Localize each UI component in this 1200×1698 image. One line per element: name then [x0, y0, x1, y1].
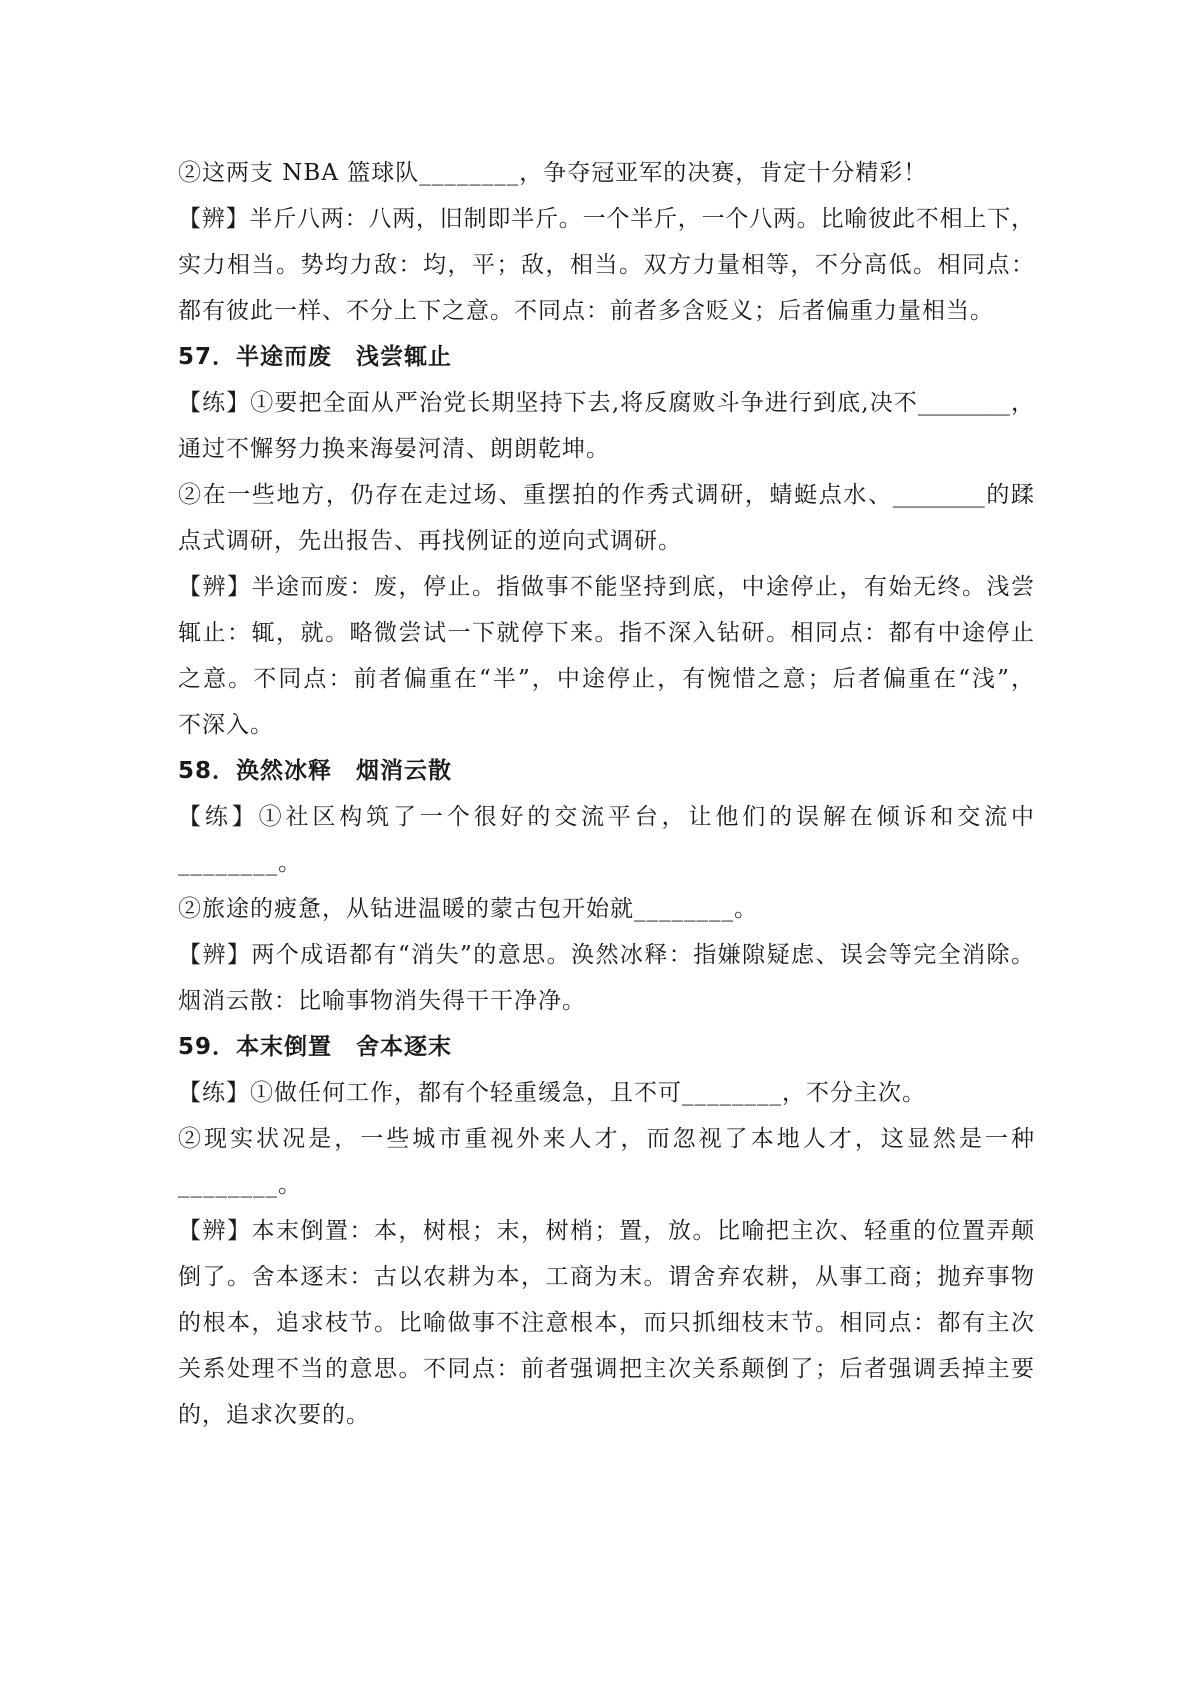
explanation-paragraph [178, 1208, 1034, 1438]
text-line: 不深入。 [178, 712, 274, 738]
text-line: 辄止：辄，就。略微尝试一下就停下来。指不深入钻研。相同点：都有中途停止 [178, 620, 1034, 646]
text-line: 的，追求次要的。 [178, 1402, 370, 1428]
exercise-paragraph [178, 472, 1034, 564]
text-line: 【辨】本末倒置：本，树根；末，树梢；置，放。比喻把主次、轻重的位置弄颠 [178, 1218, 1034, 1244]
exercise-paragraph [178, 150, 1034, 196]
text-line: 实力相当。势均力敌：均，平；敌，相当。双方力量相等，不分高低。相同点： [178, 252, 1034, 278]
text-line: ②这两支 NBA 篮球队________，争夺冠亚军的决赛，肯定十分精彩！ [178, 160, 928, 186]
text-line: 【辨】半途而废：废，停止。指做事不能坚持到底，中途停止，有始无终。浅尝 [178, 574, 1034, 600]
text-line: 之意。不同点：前者偏重在“半”，中途停止，有惋惜之意；后者偏重在“浅”， [178, 666, 1034, 692]
text-line: 倒了。舍本逐末：古以农耕为本，工商为末。谓舍弃农耕，从事工商；抛弃事物 [178, 1264, 1034, 1290]
text-line: ②现实状况是，一些城市重视外来人才，而忽视了本地人才，这显然是一种 [178, 1126, 1034, 1152]
text-line: 点式调研，先出报告、再找例证的逆向式调研。 [178, 528, 682, 554]
exercise-paragraph [178, 1070, 1034, 1116]
text-line: ________。 [178, 850, 302, 876]
idiom-heading-57: 57．半途而废 浅尝辄止 [178, 344, 453, 370]
exercise-paragraph [178, 1116, 1034, 1208]
explanation-paragraph [178, 564, 1034, 748]
text-line: 通过不懈努力换来海晏河清、朗朗乾坤。 [178, 436, 610, 462]
text-line: ________。 [178, 1172, 302, 1198]
text-line: 【练】①做任何工作，都有个轻重缓急，且不可________，不分主次。 [178, 1080, 926, 1106]
text-line: 【辨】半斤八两：八两，旧制即半斤。一个半斤，一个八两。比喻彼此不相上下， [178, 206, 1034, 232]
text-line: 【练】①要把全面从严治党长期坚持下去,将反腐败斗争进行到底,决不________， [178, 390, 1034, 416]
text-line: 都有彼此一样、不分上下之意。不同点：前者多含贬义；后者偏重力量相当。 [178, 298, 994, 324]
text-line: 【辨】两个成语都有“消失”的意思。涣然冰释：指嫌隙疑虑、误会等完全消除。 [178, 942, 1034, 968]
explanation-paragraph [178, 932, 1034, 1024]
exercise-paragraph [178, 886, 1034, 932]
text-line: 烟消云散：比喻事物消失得干干净净。 [178, 988, 586, 1014]
document-page [178, 150, 1034, 1438]
text-line: 关系处理不当的意思。不同点：前者强调把主次关系颠倒了；后者强调丢掉主要 [178, 1356, 1034, 1382]
idiom-heading-59: 59．本末倒置 舍本逐末 [178, 1034, 453, 1060]
explanation-paragraph [178, 196, 1034, 334]
text-line: 【练】①社区构筑了一个很好的交流平台，让他们的误解在倾诉和交流中 [178, 804, 1034, 830]
text-line: ②旅途的疲惫，从钻进温暖的蒙古包开始就________。 [178, 896, 758, 922]
exercise-paragraph [178, 794, 1034, 886]
text-line: ②在一些地方，仍存在走过场、重摆拍的作秀式调研，蜻蜓点水、________的蹂 [178, 482, 1034, 508]
text-line: 的根本，追求枝节。比喻做事不注意根本，而只抓细枝末节。相同点：都有主次 [178, 1310, 1034, 1336]
idiom-heading-58: 58．涣然冰释 烟消云散 [178, 758, 453, 784]
exercise-paragraph [178, 380, 1034, 472]
